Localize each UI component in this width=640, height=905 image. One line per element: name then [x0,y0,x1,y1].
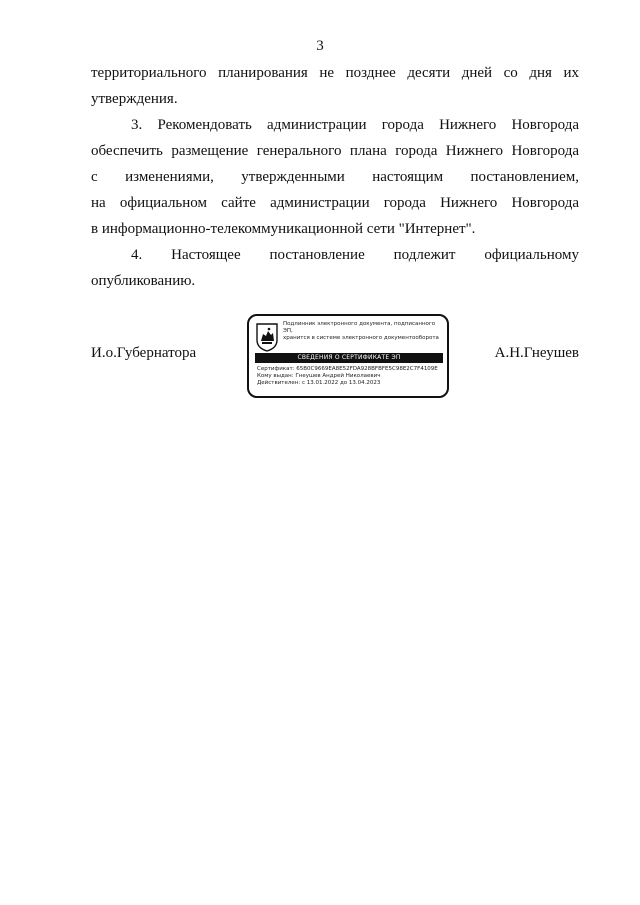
ep-header-line-1: Подлинник электронного документа, подписанного ЭП, [283,321,436,334]
ep-header [283,321,443,342]
paragraph-2-line-5: в информационно-телекоммуникационной сети "Интернет". [91,221,476,237]
ep-issued-to: Кому выдан: Гнеушев Андрей Николаевич [257,373,381,379]
paragraph-3-line-2: опубликованию. [91,273,196,289]
ep-certificate-number: Сертификат: 65B0C9669EA8E52FDA928BFBFE5C98E2C7F4109E [257,366,438,372]
page-number: 3 [316,38,324,54]
paragraph-1-line-1: территориального планирования не позднее десяти дней со дня их [91,65,579,81]
signatory-name: А.Н.Гнеушев [494,345,579,361]
ep-validity: Действителен: с 13.01.2022 до 13.04.2023 [257,380,381,386]
paragraph-2-line-1: 3. Рекомендовать администрации города Нижнего Новгорода [131,117,579,133]
electronic-signature-stamp [247,314,449,398]
paragraph-2-line-3: с изменениями, утвержденными настоящим постановлением, [91,169,579,185]
paragraph-2-line-2: обеспечить размещение генерального плана города Нижнего Новгорода [91,143,579,159]
ep-certificate-details [257,366,447,387]
paragraph-3-line-1: 4. Настоящее постановление подлежит официальному [131,247,579,263]
signatory-title: И.о.Губернатора [91,345,197,361]
paragraph-2-line-4: на официальном сайте администрации города Нижнего Новгорода [91,195,579,211]
ep-header-line-2: хранится в системе электронного документооборота [283,335,439,341]
paragraph-1-line-2: утверждения. [91,91,178,107]
coat-of-arms-icon [255,322,279,352]
ep-certificate-bar: СВЕДЕНИЯ О СЕРТИФИКАТЕ ЭП [255,353,443,363]
